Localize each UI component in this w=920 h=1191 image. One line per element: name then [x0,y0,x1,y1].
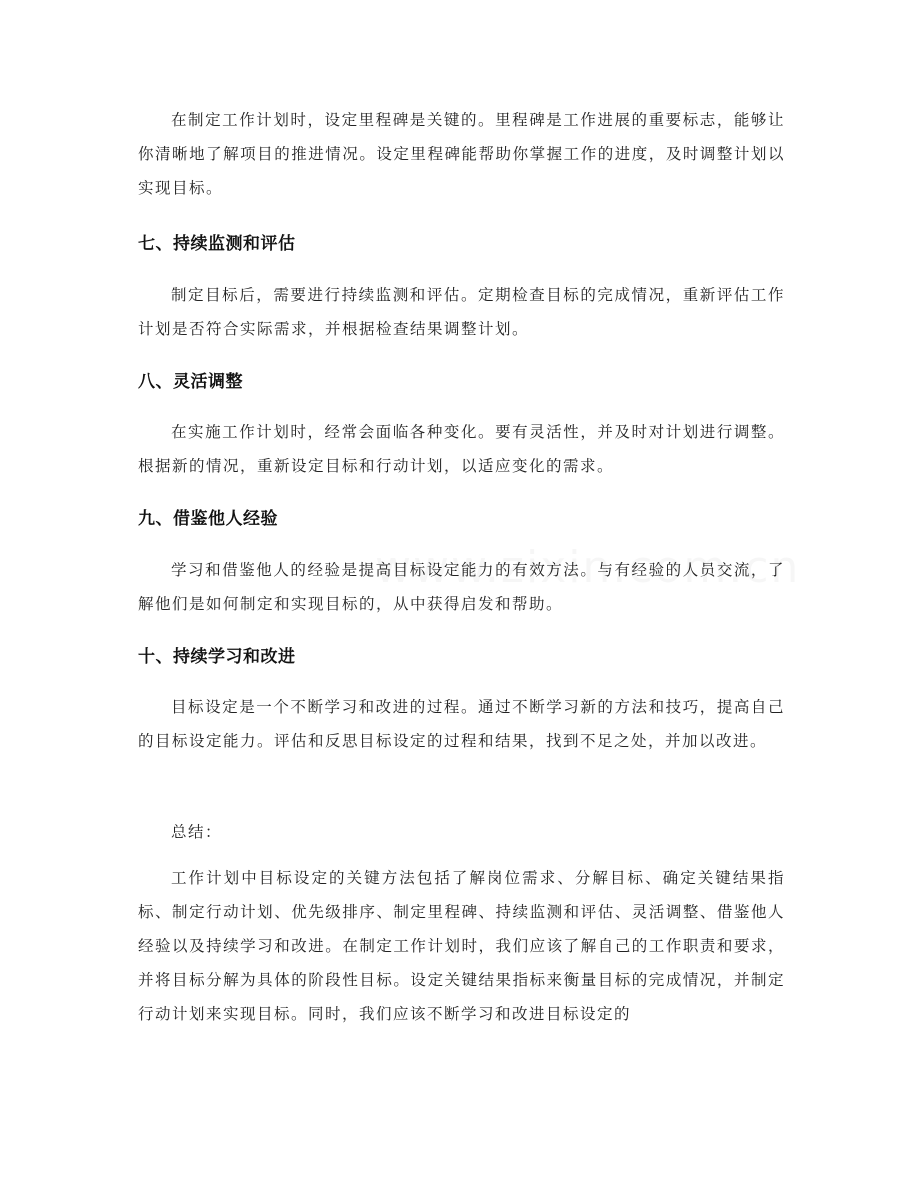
summary-paragraph: 工作计划中目标设定的关键方法包括了解岗位需求、分解目标、确定关键结果指标、制定行动计划、优先级排序、制定里程碑、持续监测和评估、灵活调整、借鉴他人经验以及持续学习和改进。在制定工作计划时，我们应该了解自己的工作职责和要求，并将目标分解为具体的阶段性目标。设定关键结果指标来衡量目标的完成情况，并制定行动计划来实现目标。同时，我们应该不断学习和改进目标设定的 [138,869,785,1023]
heading-8: 八、灵活调整 [138,372,243,392]
paragraph-milestone: 在制定工作计划时，设定里程碑是关键的。里程碑是工作进展的重要标志，能够让你清晰地了解项目的推进情况。设定里程碑能帮助你掌握工作的进度，及时调整计划以实现目标。 [138,111,785,197]
heading-7: 七、持续监测和评估 [138,234,296,254]
paragraph-10: 目标设定是一个不断学习和改进的过程。通过不断学习新的方法和技巧，提高自己的目标设定能力。评估和反思目标设定的过程和结果，找到不足之处，并加以改进。 [138,698,785,750]
paragraph-9: 学习和借鉴他人的经验是提高目标设定能力的有效方法。与有经验的人员交流，了解他们是如何制定和实现目标的，从中获得启发和帮助。 [138,561,785,613]
paragraph-8: 在实施工作计划时，经常会面临各种变化。要有灵活性，并及时对计划进行调整。根据新的情况，重新设定目标和行动计划，以适应变化的需求。 [138,423,785,475]
heading-10: 十、持续学习和改进 [138,647,296,667]
summary-label: 总结： [171,823,223,841]
heading-9: 九、借鉴他人经验 [138,509,278,529]
paragraph-7: 制定目标后，需要进行持续监测和评估。定期检查目标的完成情况，重新评估工作计划是否符合实际需求，并根据检查结果调整计划。 [138,286,785,338]
